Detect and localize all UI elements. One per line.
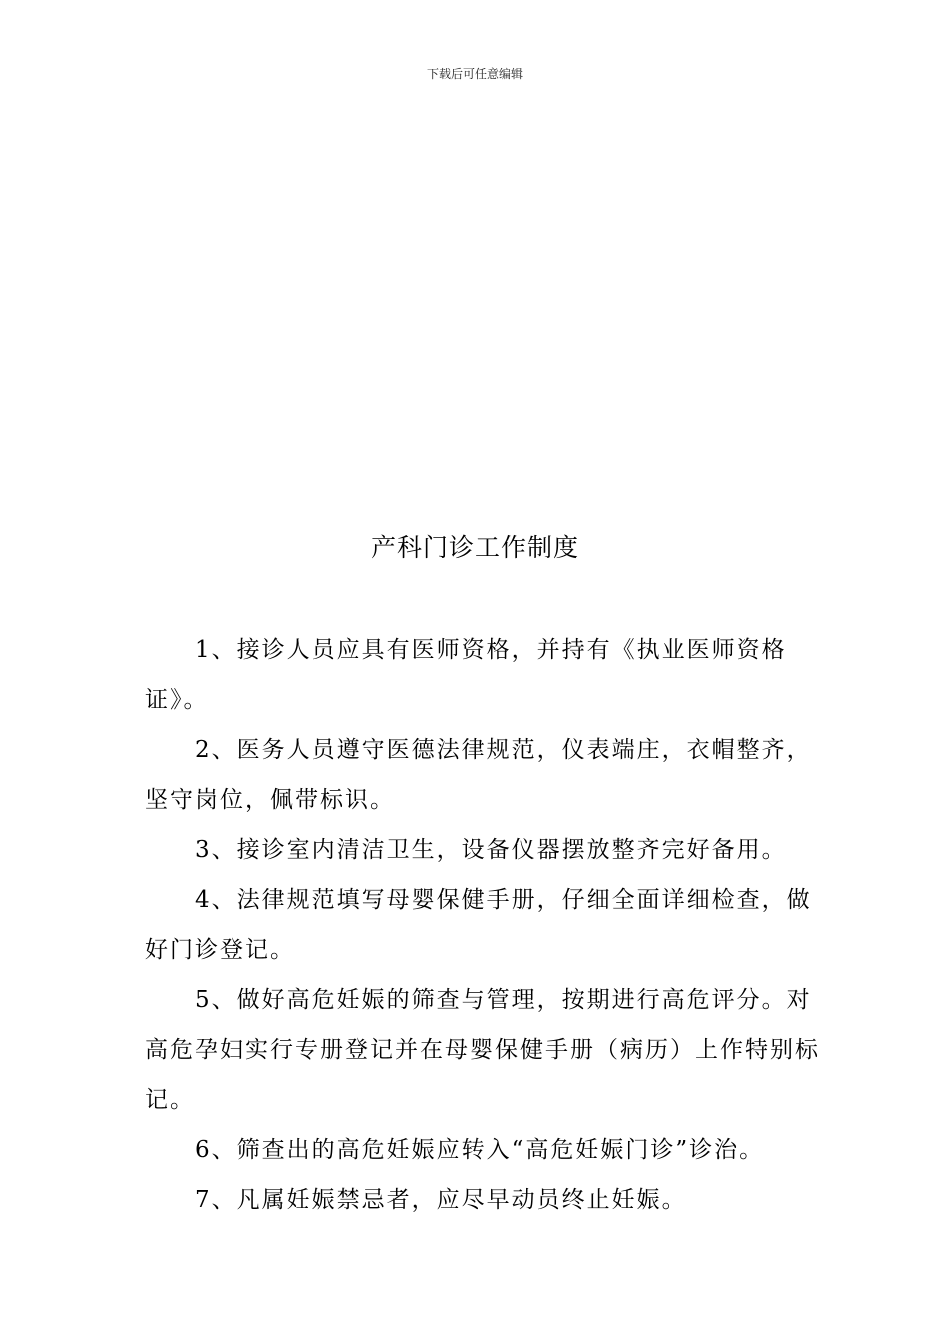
rule-paragraph-7: 7、凡属妊娠禁忌者，应尽早动员终止妊娠。: [195, 1187, 687, 1213]
document-body: [145, 625, 825, 1225]
rule-paragraph-2: 2、医务人员遵守医德法律规范，仪表端庄，衣帽整齐，坚守岗位，佩带标识。: [145, 737, 812, 813]
document-title: 产科门诊工作制度: [370, 533, 579, 562]
rule-paragraph-5: 5、做好高危妊娠的筛查与管理，按期进行高危评分。对高危孕妇实行专册登记并在母婴保健手册（病历）上作特别标记。: [145, 987, 820, 1113]
rule-paragraph-6: 6、筛查出的高危妊娠应转入“高危妊娠门诊”诊治。: [195, 1137, 765, 1163]
rule-paragraph-4: 4、法律规范填写母婴保健手册，仔细全面详细检查，做好门诊登记。: [145, 887, 812, 963]
rule-paragraph-1: 1、接诊人员应具有医师资格，并持有《执业医师资格证》。: [145, 637, 787, 713]
page-header-note: 下载后可任意编辑: [426, 67, 523, 81]
rule-paragraph-3: 3、接诊室内清洁卫生，设备仪器摆放整齐完好备用。: [195, 837, 787, 863]
